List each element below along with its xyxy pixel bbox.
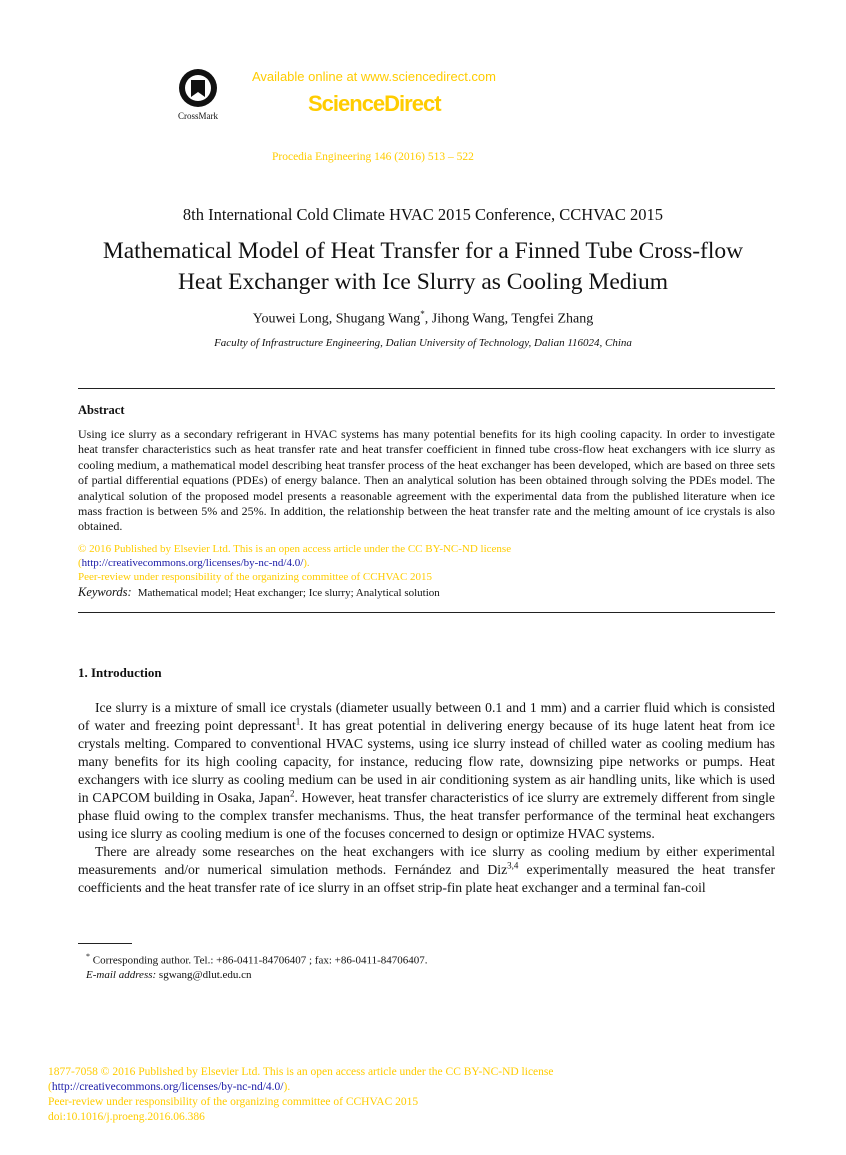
p2-text-b: experimentally measured the heat transfer coefficients and the heat transfer rate of ice slurry in an offset strip-fin plate heat exchanger and a terminal fan-coil <box>78 862 776 895</box>
p1-text-a: Ice slurry is a mixture of small ice crystals (diameter usually between 0.1 and 1 mm) and a carrier fluid which is consisted of water and freezing point depressant <box>78 700 775 733</box>
crossmark-badge[interactable] <box>170 68 226 121</box>
p1-text-b: . It has great potential in delivering energy because of its huge latent heat from ice crystals melting. Compared to conventional HVAC systems, using ice slurry instead of chilled water as cooling medium has many benefits for its high cooling capacity, for instance, reducing flow rate, downsizing pipe networks or pumps. Heat exchangers with ice slurry as cooling medium can be used in air conditioning system as air handling units, like which is used in CAPCOM building in Osaka, Japan <box>78 718 775 805</box>
title-line-2: Heat Exchanger with Ice Slurry as Cooling Medium <box>177 269 669 295</box>
peer-review-notice: Peer-review under responsibility of the organizing committee of CCHVAC 2015 <box>78 571 433 583</box>
keywords-label: Keywords: <box>78 585 132 599</box>
available-online-link[interactable]: Available online at www.sciencedirect.com <box>252 69 496 84</box>
crossmark-icon <box>178 68 218 108</box>
abstract-top-divider <box>78 388 775 389</box>
authors-rest: , Jihong Wang, Tengfei Zhang <box>424 311 594 327</box>
crossmark-label: CrossMark <box>178 111 218 121</box>
authors-first: Youwei Long, Shugang Wang <box>252 311 421 327</box>
license-paren-open: ( <box>78 557 82 569</box>
corresponding-marker[interactable]: * <box>420 309 425 319</box>
introduction-body <box>78 699 775 897</box>
journal-citation: Procedia Engineering 146 (2016) 513 – 522 <box>272 151 474 163</box>
citation-ref[interactable]: 1 <box>295 716 301 727</box>
copyright-notice: © 2016 Published by Elsevier Ltd. This is an open access article under the CC BY-NC-ND license <box>78 543 512 555</box>
paper-title <box>40 236 806 298</box>
affiliation: Faculty of Infrastructure Engineering, Dalian University of Technology, Dalian 116024, China <box>214 337 632 349</box>
issn-notice: 1877-7058 © 2016 Published by Elsevier Ltd. This is an open access article under the CC BY-NC-ND license <box>48 1066 554 1078</box>
footnote-marker: * <box>86 952 90 961</box>
conference-name: 8th International Cold Climate HVAC 2015 Conference, CCHVAC 2015 <box>182 205 664 224</box>
section-heading-introduction: 1. Introduction <box>78 665 162 680</box>
paragraph <box>78 699 775 843</box>
abstract-heading: Abstract <box>78 403 125 417</box>
keywords-list: Mathematical model; Heat exchanger; Ice slurry; Analytical solution <box>137 587 440 599</box>
citation-ref[interactable]: 3,4 <box>507 860 519 871</box>
email-label: E-mail address: <box>86 969 157 982</box>
license-link[interactable]: http://creativecommons.org/licenses/by-nc-nd/4.0/ <box>81 557 304 569</box>
footer-paren-close: ). <box>283 1081 291 1093</box>
keywords <box>78 585 440 600</box>
email-address[interactable]: sgwang@dlut.edu.cn <box>156 969 252 982</box>
footer-paren-open: ( <box>48 1081 52 1093</box>
author-list <box>0 309 846 328</box>
footer-peer-review: Peer-review under responsibility of the organizing committee of CCHVAC 2015 <box>48 1096 419 1108</box>
paragraph <box>78 843 775 897</box>
publication-footer <box>48 1065 554 1125</box>
citation-ref[interactable]: 2 <box>289 788 295 799</box>
footnote <box>86 950 428 983</box>
doi[interactable]: doi:10.1016/j.proeng.2016.06.386 <box>48 1111 205 1123</box>
license-paren-close: ). <box>303 557 310 569</box>
abstract-text: Using ice slurry as a secondary refrigerant in HVAC systems has many potential benefits for its high cooling capacity. In order to investigate heat transfer characteristics such as heat transfer rate and heat transfer coefficient in finned tube cross-flow heat exchangers with ice slurry as cooling medium, a mathematical model describing heat transfer process of the heat exchanger has been developed, which are based on three sets of partial differential equations (PDEs) of energy balance. Then an analytical solution has been obtained through solving the PDEs model. The analytical solution of the proposed model presents a reasonable agreement with the experimental data from the published literature when ice mass fraction is between 5% and 25%. In addition, the relationship between the heat transfer rate and the melting amount of ice crystals is also obtained. <box>78 427 775 534</box>
abstract-license <box>78 542 511 570</box>
p2-text-a: There are already some researches on the heat exchangers with ice slurry as cooling medium by either experimental measurements and/or numerical simulation methods. Fernández and Diz <box>78 844 775 877</box>
abstract-bottom-divider <box>78 612 775 613</box>
footer-license-link[interactable]: http://creativecommons.org/licenses/by-nc-nd/4.0/ <box>51 1081 284 1093</box>
footnote-divider <box>78 943 132 944</box>
corresponding-author: Corresponding author. Tel.: +86-0411-84706407 ; fax: +86-0411-84706407. <box>90 954 428 967</box>
title-line-1: Mathematical Model of Heat Transfer for a Finned Tube Cross-flow <box>102 238 744 264</box>
sciencedirect-logo[interactable]: ScienceDirect <box>308 91 441 116</box>
p1-text-c: . However, heat transfer characteristics of ice slurry are extremely different from single phase fluid owing to the complex transfer mechanisms. Thus, the heat transfer performance of the terminal heat exchangers using ice slurry as cooling medium is one of the focuses concerned to design or optimize HVAC systems. <box>78 790 775 841</box>
